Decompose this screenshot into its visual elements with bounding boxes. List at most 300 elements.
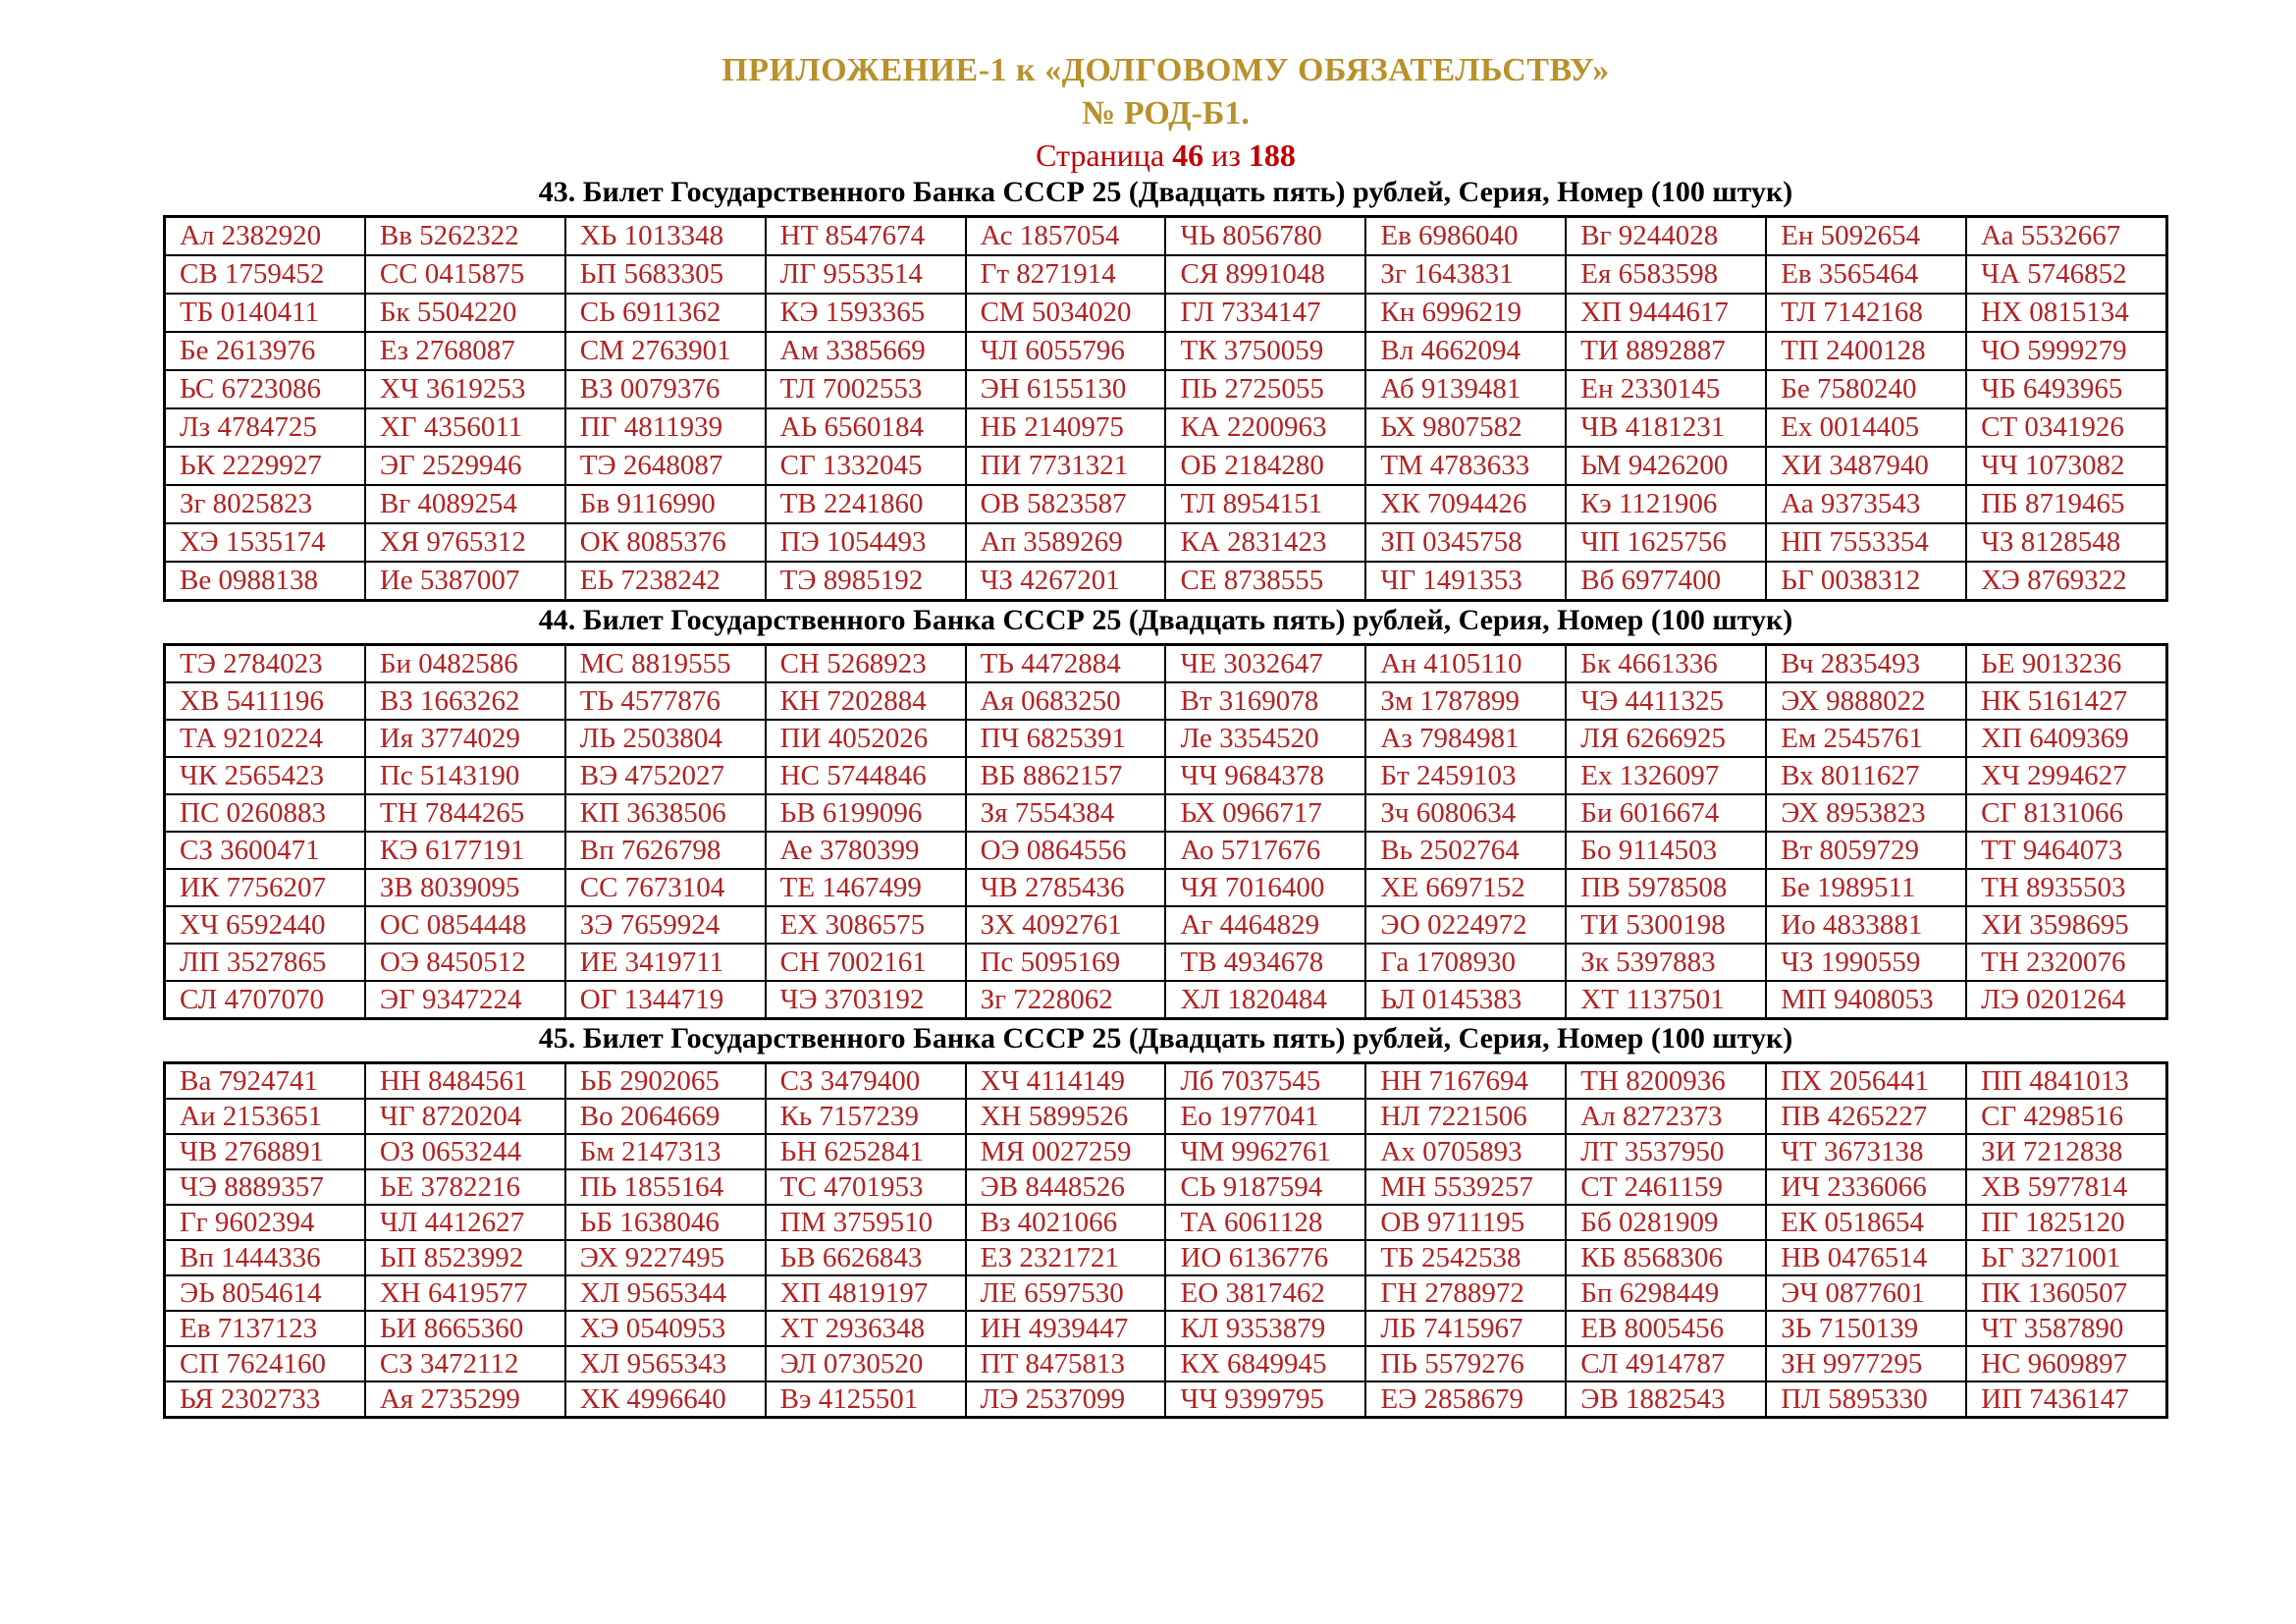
serial-cell: ЬП 8523992 bbox=[365, 1240, 565, 1275]
serial-cell: ЭХ 9888022 bbox=[1766, 682, 1966, 720]
serial-cell: ТВ 2241860 bbox=[766, 485, 966, 523]
serial-cell: ЭВ 8448526 bbox=[966, 1169, 1166, 1205]
serial-cell: ПК 1360507 bbox=[1966, 1275, 2166, 1311]
serial-cell: КБ 8568306 bbox=[1566, 1240, 1766, 1275]
table-row bbox=[165, 370, 2167, 408]
serial-cell: ПГ 4811939 bbox=[565, 408, 766, 447]
serial-cell: ХП 4819197 bbox=[766, 1275, 966, 1311]
serial-cell: Ев 7137123 bbox=[165, 1311, 365, 1346]
serial-cell: СС 7673104 bbox=[565, 869, 766, 906]
serial-cell: ХЧ 2994627 bbox=[1966, 757, 2166, 794]
serial-cell: ГЛ 7334147 bbox=[1165, 294, 1365, 332]
serial-cell: ЬВ 6626843 bbox=[766, 1240, 966, 1275]
serial-cell: Кн 6996219 bbox=[1365, 294, 1566, 332]
serial-cell: СС 0415875 bbox=[365, 255, 565, 294]
serial-cell: ЕО 3817462 bbox=[1165, 1275, 1365, 1311]
serial-cell: СЯ 8991048 bbox=[1165, 255, 1365, 294]
table-row bbox=[165, 682, 2167, 720]
serial-cell: СП 7624160 bbox=[165, 1346, 365, 1381]
serial-cell: Ев 3565464 bbox=[1766, 255, 1966, 294]
serial-cell: ЕХ 3086575 bbox=[766, 906, 966, 944]
serial-cell: ЧТ 3673138 bbox=[1766, 1134, 1966, 1169]
serial-cell: ЧТ 3587890 bbox=[1966, 1311, 2166, 1346]
serial-cell: Бе 1989511 bbox=[1766, 869, 1966, 906]
serial-cell: ОБ 2184280 bbox=[1165, 447, 1365, 485]
serial-cell: Бе 7580240 bbox=[1766, 370, 1966, 408]
serial-cell: ЭГ 2529946 bbox=[365, 447, 565, 485]
document-page bbox=[163, 0, 2168, 1419]
serial-cell: ПЧ 6825391 bbox=[966, 720, 1166, 757]
serial-cell: ЛБ 7415967 bbox=[1365, 1311, 1566, 1346]
serial-cell: ЬБ 1638046 bbox=[565, 1205, 766, 1240]
serial-cell: МН 5539257 bbox=[1365, 1169, 1566, 1205]
serial-cell: Кэ 1121906 bbox=[1566, 485, 1766, 523]
serial-cell: ЗХ 4092761 bbox=[966, 906, 1166, 944]
serial-cell: ЗП 0345758 bbox=[1365, 523, 1566, 562]
serial-cell: Зм 1787899 bbox=[1365, 682, 1566, 720]
serial-cell: Вл 4662094 bbox=[1365, 332, 1566, 370]
serial-cell: ЛТ 3537950 bbox=[1566, 1134, 1766, 1169]
table-row bbox=[165, 1346, 2167, 1381]
serial-cell: СН 5268923 bbox=[766, 645, 966, 683]
serial-cell: Ея 6583598 bbox=[1566, 255, 1766, 294]
serial-cell: ХЯ 9765312 bbox=[365, 523, 565, 562]
serial-cell: ЧЗ 8128548 bbox=[1966, 523, 2166, 562]
serial-cell: ЛЬ 2503804 bbox=[565, 720, 766, 757]
serial-cell: ТЬ 4577876 bbox=[565, 682, 766, 720]
serial-cell: Вз 4021066 bbox=[966, 1205, 1166, 1240]
serial-cell: КП 3638506 bbox=[565, 794, 766, 832]
serial-cell: Га 1708930 bbox=[1365, 944, 1566, 981]
serial-cell: ТИ 8892887 bbox=[1566, 332, 1766, 370]
serial-cell: ЧА 5746852 bbox=[1966, 255, 2166, 294]
serial-cell: ХЧ 4114149 bbox=[966, 1063, 1166, 1100]
serial-cell: ТЕ 1467499 bbox=[766, 869, 966, 906]
table-row bbox=[165, 1205, 2167, 1240]
serial-cell: ЬХ 0966717 bbox=[1165, 794, 1365, 832]
serial-cell: Гг 9602394 bbox=[165, 1205, 365, 1240]
serial-cell: ХЭ 8769322 bbox=[1966, 562, 2166, 601]
serial-cell: КХ 6849945 bbox=[1165, 1346, 1365, 1381]
serial-cell: НС 5744846 bbox=[766, 757, 966, 794]
serial-cell: ПИ 7731321 bbox=[966, 447, 1166, 485]
serial-cell: Пс 5095169 bbox=[966, 944, 1166, 981]
serial-cell: Би 6016674 bbox=[1566, 794, 1766, 832]
serial-cell: ЬГ 3271001 bbox=[1966, 1240, 2166, 1275]
serial-cell: Кь 7157239 bbox=[766, 1099, 966, 1134]
serial-cell: ВЗ 1663262 bbox=[365, 682, 565, 720]
serial-cell: СЛ 4914787 bbox=[1566, 1346, 1766, 1381]
serial-cell: ОЭ 0864556 bbox=[966, 832, 1166, 869]
serial-cell: ЛЭ 0201264 bbox=[1966, 981, 2166, 1019]
table-row bbox=[165, 1381, 2167, 1418]
table-row bbox=[165, 1275, 2167, 1311]
table-row bbox=[165, 255, 2167, 294]
serial-cell: ЭЧ 0877601 bbox=[1766, 1275, 1966, 1311]
serial-cell: ИН 4939447 bbox=[966, 1311, 1166, 1346]
serial-cell: ХК 4996640 bbox=[565, 1381, 766, 1418]
serial-cell: ЧМ 9962761 bbox=[1165, 1134, 1365, 1169]
serial-cell: ЬГ 0038312 bbox=[1766, 562, 1966, 601]
serial-cell: СВ 1759452 bbox=[165, 255, 365, 294]
serial-cell: ЭВ 1882543 bbox=[1566, 1381, 1766, 1418]
serial-cell: Ем 2545761 bbox=[1766, 720, 1966, 757]
serial-cell: Бт 2459103 bbox=[1365, 757, 1566, 794]
serial-cell: МЯ 0027259 bbox=[966, 1134, 1166, 1169]
serial-cell: ХН 6419577 bbox=[365, 1275, 565, 1311]
serial-cell: ЧЭ 4411325 bbox=[1566, 682, 1766, 720]
serial-cell: ЛП 3527865 bbox=[165, 944, 365, 981]
serial-cell: Вб 6977400 bbox=[1566, 562, 1766, 601]
serial-cell: ЬЛ 0145383 bbox=[1365, 981, 1566, 1019]
serial-cell: ПВ 4265227 bbox=[1766, 1099, 1966, 1134]
serial-cell: Бк 4661336 bbox=[1566, 645, 1766, 683]
page-indicator-separator: из bbox=[1211, 137, 1241, 173]
serial-cell: Вч 2835493 bbox=[1766, 645, 1966, 683]
table-row bbox=[165, 832, 2167, 869]
serial-cell: Зг 8025823 bbox=[165, 485, 365, 523]
serial-cell: СМ 5034020 bbox=[966, 294, 1166, 332]
serial-cell: Ао 5717676 bbox=[1165, 832, 1365, 869]
serial-cell: НТ 8547674 bbox=[766, 217, 966, 256]
serial-cell: ЬК 2229927 bbox=[165, 447, 365, 485]
serial-cell: ПИ 4052026 bbox=[766, 720, 966, 757]
serial-cell: ЧЭ 8889357 bbox=[165, 1169, 365, 1205]
serial-cell: СЗ 3472112 bbox=[365, 1346, 565, 1381]
serial-cell: Вх 8011627 bbox=[1766, 757, 1966, 794]
serial-cell: ХГ 4356011 bbox=[365, 408, 565, 447]
serial-cell: Ех 0014405 bbox=[1766, 408, 1966, 447]
table-row bbox=[165, 1311, 2167, 1346]
serial-cell: ЬМ 9426200 bbox=[1566, 447, 1766, 485]
serial-cell: ЭХ 9227495 bbox=[565, 1240, 766, 1275]
serial-cell: ТН 2320076 bbox=[1966, 944, 2166, 981]
serial-cell: СН 7002161 bbox=[766, 944, 966, 981]
table-row bbox=[165, 523, 2167, 562]
serial-cell: СЗ 3479400 bbox=[766, 1063, 966, 1100]
serial-cell: ЧО 5999279 bbox=[1966, 332, 2166, 370]
serial-cell: ХЬ 1013348 bbox=[565, 217, 766, 256]
serial-cell: ТЭ 2784023 bbox=[165, 645, 365, 683]
serial-cell: СЛ 4707070 bbox=[165, 981, 365, 1019]
table-caption-44: 44. Билет Государственного Банка СССР 25 (Двадцать пять) рублей, Серия, Номер (100 штук) bbox=[538, 604, 1793, 636]
serial-cell: Ам 3385669 bbox=[766, 332, 966, 370]
serial-cell: ПЭ 1054493 bbox=[766, 523, 966, 562]
serial-cell: НБ 2140975 bbox=[966, 408, 1166, 447]
serial-cell: Бо 9114503 bbox=[1566, 832, 1766, 869]
serial-cell: Пс 5143190 bbox=[365, 757, 565, 794]
serial-cell: Вэ 4125501 bbox=[766, 1381, 966, 1418]
page-indicator bbox=[163, 136, 2168, 174]
table-row bbox=[165, 720, 2167, 757]
serial-cell: Ве 0988138 bbox=[165, 562, 365, 601]
serial-cell: ОЗ 0653244 bbox=[365, 1134, 565, 1169]
serial-cell: АЬ 6560184 bbox=[766, 408, 966, 447]
serial-cell: ЧЕ 3032647 bbox=[1165, 645, 1365, 683]
serial-cell: ОВ 9711195 bbox=[1365, 1205, 1566, 1240]
serial-cell: ЧГ 1491353 bbox=[1365, 562, 1566, 601]
serial-cell: ЧЭ 3703192 bbox=[766, 981, 966, 1019]
serial-cell: Аз 7984981 bbox=[1365, 720, 1566, 757]
serial-cell: Во 2064669 bbox=[565, 1099, 766, 1134]
serial-cell: Зк 5397883 bbox=[1566, 944, 1766, 981]
serial-cell: ПЬ 2725055 bbox=[1165, 370, 1365, 408]
serial-cell: ИЕ 3419711 bbox=[565, 944, 766, 981]
serial-cell: ИК 7756207 bbox=[165, 869, 365, 906]
serial-cell: ХН 5899526 bbox=[966, 1099, 1166, 1134]
serial-cell: Лб 7037545 bbox=[1165, 1063, 1365, 1100]
serial-cell: Ал 2382920 bbox=[165, 217, 365, 256]
serial-cell: ЬН 6252841 bbox=[766, 1134, 966, 1169]
serial-cell: ЭН 6155130 bbox=[966, 370, 1166, 408]
serial-cell: ТЛ 7002553 bbox=[766, 370, 966, 408]
serial-cell: ПБ 8719465 bbox=[1966, 485, 2166, 523]
serial-cell: ХК 7094426 bbox=[1365, 485, 1566, 523]
serial-cell: Ен 5092654 bbox=[1766, 217, 1966, 256]
serial-cell: ЗЬ 7150139 bbox=[1766, 1311, 1966, 1346]
serial-cell: ЧЧ 1073082 bbox=[1966, 447, 2166, 485]
serial-cell: ТП 2400128 bbox=[1766, 332, 1966, 370]
table-row bbox=[165, 332, 2167, 370]
serial-cell: ЕЭ 2858679 bbox=[1365, 1381, 1566, 1418]
serial-cell: ЕЬ 7238242 bbox=[565, 562, 766, 601]
table-row bbox=[165, 1099, 2167, 1134]
serial-cell: Аб 9139481 bbox=[1365, 370, 1566, 408]
table-row bbox=[165, 944, 2167, 981]
serial-cell: Ио 4833881 bbox=[1766, 906, 1966, 944]
serial-cell: ПТ 8475813 bbox=[966, 1346, 1166, 1381]
serial-cell: Вт 3169078 bbox=[1165, 682, 1365, 720]
table-row bbox=[165, 645, 2167, 683]
serial-cell: ОВ 5823587 bbox=[966, 485, 1166, 523]
serial-cell: ЬЕ 9013236 bbox=[1966, 645, 2166, 683]
serial-cell: Аа 9373543 bbox=[1766, 485, 1966, 523]
serial-cell: СТ 2461159 bbox=[1566, 1169, 1766, 1205]
serial-cell: СГ 1332045 bbox=[766, 447, 966, 485]
serial-cell: ПХ 2056441 bbox=[1766, 1063, 1966, 1100]
serial-cell: ЧГ 8720204 bbox=[365, 1099, 565, 1134]
serial-cell: ЧЛ 6055796 bbox=[966, 332, 1166, 370]
serial-cell: ТА 9210224 bbox=[165, 720, 365, 757]
serial-cell: Би 0482586 bbox=[365, 645, 565, 683]
serial-cell: ХТ 2936348 bbox=[766, 1311, 966, 1346]
serial-cell: ЭО 0224972 bbox=[1365, 906, 1566, 944]
serial-cell: ПС 0260883 bbox=[165, 794, 365, 832]
serial-cell: ГН 2788972 bbox=[1365, 1275, 1566, 1311]
serial-cell: НС 9609897 bbox=[1966, 1346, 2166, 1381]
serial-cell: ОС 0854448 bbox=[365, 906, 565, 944]
serial-cell: ИЧ 2336066 bbox=[1766, 1169, 1966, 1205]
table-row bbox=[165, 217, 2167, 256]
serial-cell: Ия 3774029 bbox=[365, 720, 565, 757]
serial-cell: ТЭ 8985192 bbox=[766, 562, 966, 601]
serial-cell: ТН 7844265 bbox=[365, 794, 565, 832]
serial-cell: ЗИ 7212838 bbox=[1966, 1134, 2166, 1169]
serial-cell: ПЬ 5579276 bbox=[1365, 1346, 1566, 1381]
serial-cell: ЧЧ 9684378 bbox=[1165, 757, 1365, 794]
serial-cell: ТЛ 8954151 bbox=[1165, 485, 1365, 523]
table-row bbox=[165, 757, 2167, 794]
serial-cell: ТС 4701953 bbox=[766, 1169, 966, 1205]
serial-cell: Ал 8272373 bbox=[1566, 1099, 1766, 1134]
serial-cell: ЧЗ 4267201 bbox=[966, 562, 1166, 601]
serial-cell: Вп 7626798 bbox=[565, 832, 766, 869]
serial-cell: ЬИ 8665360 bbox=[365, 1311, 565, 1346]
serial-cell: ЛЯ 6266925 bbox=[1566, 720, 1766, 757]
serial-cell: Ая 2735299 bbox=[365, 1381, 565, 1418]
serial-cell: ТН 8935503 bbox=[1966, 869, 2166, 906]
serial-cell: НЛ 7221506 bbox=[1365, 1099, 1566, 1134]
serial-cell: ЧЧ 9399795 bbox=[1165, 1381, 1365, 1418]
serial-cell: Аа 5532667 bbox=[1966, 217, 2166, 256]
serial-cell: ЗВ 8039095 bbox=[365, 869, 565, 906]
serial-cell: Зг 1643831 bbox=[1365, 255, 1566, 294]
serial-cell: КА 2831423 bbox=[1165, 523, 1365, 562]
serial-cell: Ен 2330145 bbox=[1566, 370, 1766, 408]
serial-cell: СГ 4298516 bbox=[1966, 1099, 2166, 1134]
serial-cell: ХП 6409369 bbox=[1966, 720, 2166, 757]
serial-cell: СГ 8131066 bbox=[1966, 794, 2166, 832]
serial-cell: КА 2200963 bbox=[1165, 408, 1365, 447]
serial-cell: ЭХ 8953823 bbox=[1766, 794, 1966, 832]
serial-cell: ЬС 6723086 bbox=[165, 370, 365, 408]
serial-cell: КН 7202884 bbox=[766, 682, 966, 720]
table-row bbox=[165, 981, 2167, 1019]
serial-cell: СЕ 8738555 bbox=[1165, 562, 1365, 601]
table-row bbox=[165, 1240, 2167, 1275]
serial-cell: ЕЗ 2321721 bbox=[966, 1240, 1166, 1275]
serial-cell: КЭ 6177191 bbox=[365, 832, 565, 869]
serial-cell: СЬ 9187594 bbox=[1165, 1169, 1365, 1205]
serial-cell: Аг 4464829 bbox=[1165, 906, 1365, 944]
serial-cell: НП 7553354 bbox=[1766, 523, 1966, 562]
serial-cell: ХЛ 9565343 bbox=[565, 1346, 766, 1381]
serial-cell: ЬХ 9807582 bbox=[1365, 408, 1566, 447]
serial-cell: ТТ 9464073 bbox=[1966, 832, 2166, 869]
serial-cell: ЧП 1625756 bbox=[1566, 523, 1766, 562]
page-number-total: 188 bbox=[1248, 137, 1296, 173]
table-row bbox=[165, 1063, 2167, 1100]
serial-cell: Аи 2153651 bbox=[165, 1099, 365, 1134]
serial-cell: НН 7167694 bbox=[1365, 1063, 1566, 1100]
serial-cell: Ая 0683250 bbox=[966, 682, 1166, 720]
serial-cell: ЬЕ 3782216 bbox=[365, 1169, 565, 1205]
serial-cell: Зя 7554384 bbox=[966, 794, 1166, 832]
serial-cell: НК 5161427 bbox=[1966, 682, 2166, 720]
serial-cell: Бб 0281909 bbox=[1566, 1205, 1766, 1240]
table-row bbox=[165, 562, 2167, 601]
serial-cell: ЧБ 6493965 bbox=[1966, 370, 2166, 408]
serial-cell: Вв 5262322 bbox=[365, 217, 565, 256]
serial-cell: НВ 0476514 bbox=[1766, 1240, 1966, 1275]
serial-cell: ВЗ 0079376 bbox=[565, 370, 766, 408]
serial-cell: ПЛ 5895330 bbox=[1766, 1381, 1966, 1418]
serial-cell: ТИ 5300198 bbox=[1566, 906, 1766, 944]
table-row bbox=[165, 294, 2167, 332]
serial-cell: ЛГ 9553514 bbox=[766, 255, 966, 294]
table-caption-43: 43. Билет Государственного Банка СССР 25 (Двадцать пять) рублей, Серия, Номер (100 штук) bbox=[538, 176, 1793, 208]
serial-cell: ЬП 5683305 bbox=[565, 255, 766, 294]
serial-cell: СТ 0341926 bbox=[1966, 408, 2166, 447]
serial-cell: Ан 4105110 bbox=[1365, 645, 1566, 683]
serial-cell: ЛЕ 6597530 bbox=[966, 1275, 1166, 1311]
serial-cell: Ае 3780399 bbox=[766, 832, 966, 869]
serial-cell: СМ 2763901 bbox=[565, 332, 766, 370]
serial-cell: ВЭ 4752027 bbox=[565, 757, 766, 794]
serial-cell: ТЛ 7142168 bbox=[1766, 294, 1966, 332]
serial-cell: ОГ 1344719 bbox=[565, 981, 766, 1019]
serial-cell: ХЭ 0540953 bbox=[565, 1311, 766, 1346]
serial-cell: Ех 1326097 bbox=[1566, 757, 1766, 794]
serial-cell: Бм 2147313 bbox=[565, 1134, 766, 1169]
serial-cell: ЭЛ 0730520 bbox=[766, 1346, 966, 1381]
serial-cell: СЗ 3600471 bbox=[165, 832, 365, 869]
serial-cell: Вг 9244028 bbox=[1566, 217, 1766, 256]
serial-cell: ТН 8200936 bbox=[1566, 1063, 1766, 1100]
serial-cell: Ие 5387007 bbox=[365, 562, 565, 601]
serial-cell: МС 8819555 bbox=[565, 645, 766, 683]
serial-cell: СЬ 6911362 bbox=[565, 294, 766, 332]
serial-cell: ТБ 0140411 bbox=[165, 294, 365, 332]
serial-cell: ЕК 0518654 bbox=[1766, 1205, 1966, 1240]
serial-cell: ЗЭ 7659924 bbox=[565, 906, 766, 944]
serial-cell: ЬЯ 2302733 bbox=[165, 1381, 365, 1418]
serial-cell: Бп 6298449 bbox=[1566, 1275, 1766, 1311]
serial-cell: ЬБ 2902065 bbox=[565, 1063, 766, 1100]
table-row bbox=[165, 869, 2167, 906]
serial-cell: ХВ 5977814 bbox=[1966, 1169, 2166, 1205]
table-caption-45: 45. Билет Государственного Банка СССР 25 (Двадцать пять) рублей, Серия, Номер (100 штук) bbox=[538, 1022, 1793, 1055]
table-row bbox=[165, 408, 2167, 447]
serial-table-45 bbox=[163, 1061, 2168, 1419]
serial-cell: ИП 7436147 bbox=[1966, 1381, 2166, 1418]
serial-cell: ЛЭ 2537099 bbox=[966, 1381, 1166, 1418]
serial-cell: ВБ 8862157 bbox=[966, 757, 1166, 794]
serial-cell: ТВ 4934678 bbox=[1165, 944, 1365, 981]
serial-cell: МП 9408053 bbox=[1766, 981, 1966, 1019]
serial-cell: ТЬ 4472884 bbox=[966, 645, 1166, 683]
serial-cell: Ев 6986040 bbox=[1365, 217, 1566, 256]
serial-cell: ЕВ 8005456 bbox=[1566, 1311, 1766, 1346]
table-row bbox=[165, 906, 2167, 944]
serial-cell: Ва 7924741 bbox=[165, 1063, 365, 1100]
table-row bbox=[165, 794, 2167, 832]
serial-cell: ТМ 4783633 bbox=[1365, 447, 1566, 485]
serial-cell: КЭ 1593365 bbox=[766, 294, 966, 332]
serial-cell: ЧВ 2785436 bbox=[966, 869, 1166, 906]
serial-cell: Вг 4089254 bbox=[365, 485, 565, 523]
serial-cell: ПВ 5978508 bbox=[1566, 869, 1766, 906]
serial-cell: Ах 0705893 bbox=[1365, 1134, 1566, 1169]
serial-cell: ПМ 3759510 bbox=[766, 1205, 966, 1240]
serial-cell: ОК 8085376 bbox=[565, 523, 766, 562]
serial-cell: ТА 6061128 bbox=[1165, 1205, 1365, 1240]
serial-cell: Ас 1857054 bbox=[966, 217, 1166, 256]
serial-cell: ЧК 2565423 bbox=[165, 757, 365, 794]
serial-cell: ХТ 1137501 bbox=[1566, 981, 1766, 1019]
serial-cell: ИО 6136776 bbox=[1165, 1240, 1365, 1275]
serial-cell: ОЭ 8450512 bbox=[365, 944, 565, 981]
serial-cell: Ез 2768087 bbox=[365, 332, 565, 370]
serial-cell: Зч 6080634 bbox=[1365, 794, 1566, 832]
serial-cell: Ео 1977041 bbox=[1165, 1099, 1365, 1134]
serial-cell: Бе 2613976 bbox=[165, 332, 365, 370]
serial-cell: Гт 8271914 bbox=[966, 255, 1166, 294]
document-number: № РОД-Б1. bbox=[1082, 95, 1250, 132]
serial-cell: ЭГ 9347224 bbox=[365, 981, 565, 1019]
serial-cell: Бк 5504220 bbox=[365, 294, 565, 332]
serial-cell: Ап 3589269 bbox=[966, 523, 1166, 562]
